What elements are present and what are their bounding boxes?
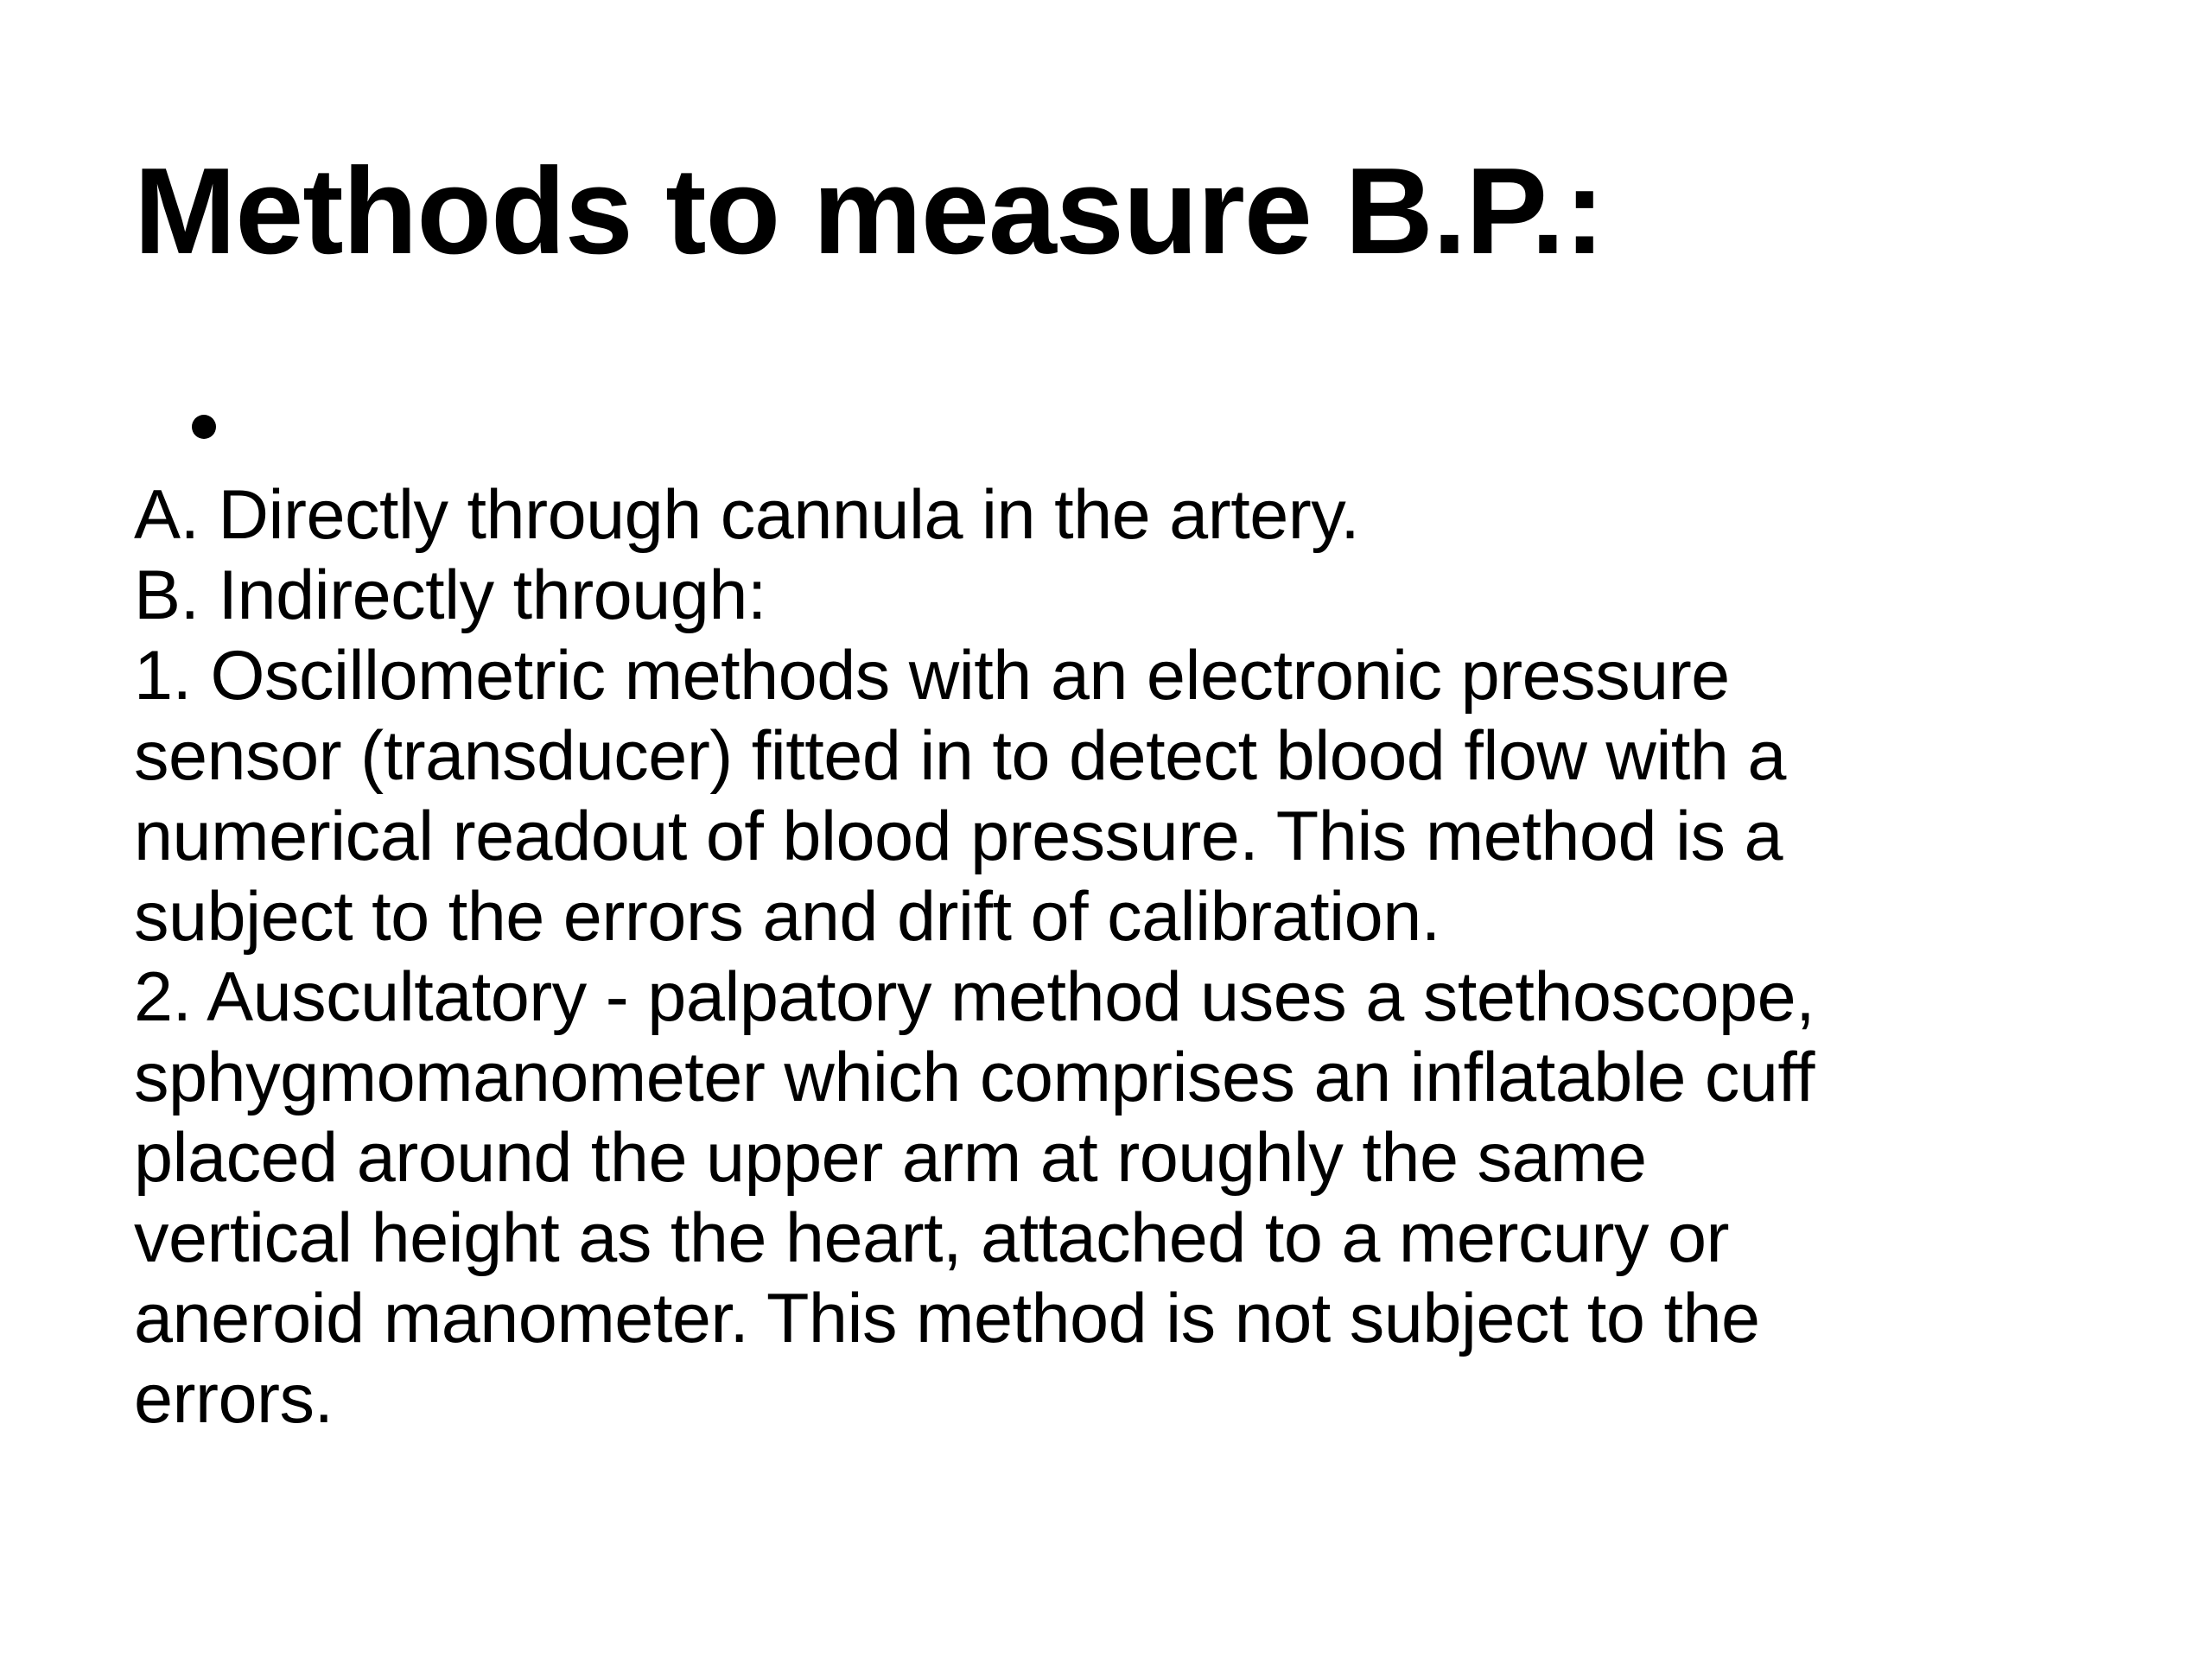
bullet-icon bbox=[192, 415, 216, 439]
body-line: A. Directly through cannula in the artery. bbox=[134, 476, 1360, 554]
body-line: numerical readout of blood pressure. This method is a bbox=[134, 798, 1783, 875]
slide-title: Methods to measure B.P.: bbox=[134, 143, 1605, 280]
body-line: sphygmomanometer which comprises an inflatable cuff bbox=[134, 1039, 1815, 1116]
slide-body bbox=[134, 475, 2182, 1440]
body-line: sensor (transducer) fitted in to detect blood flow with a bbox=[134, 717, 1786, 795]
body-line: 1. Oscillometric methods with an electronic pressure bbox=[134, 637, 1730, 715]
body-line: aneroid manometer. This method is not subject to the bbox=[134, 1280, 1760, 1357]
body-line: B. Indirectly through: bbox=[134, 556, 766, 634]
body-line: subject to the errors and drift of calibration. bbox=[134, 878, 1440, 956]
body-line: errors. bbox=[134, 1360, 334, 1438]
body-line: vertical height as the heart, attached to a mercury or bbox=[134, 1199, 1729, 1277]
body-line: placed around the upper arm at roughly the same bbox=[134, 1119, 1647, 1197]
body-line: 2. Auscultatory - palpatory method uses a stethoscope, bbox=[134, 958, 1815, 1036]
